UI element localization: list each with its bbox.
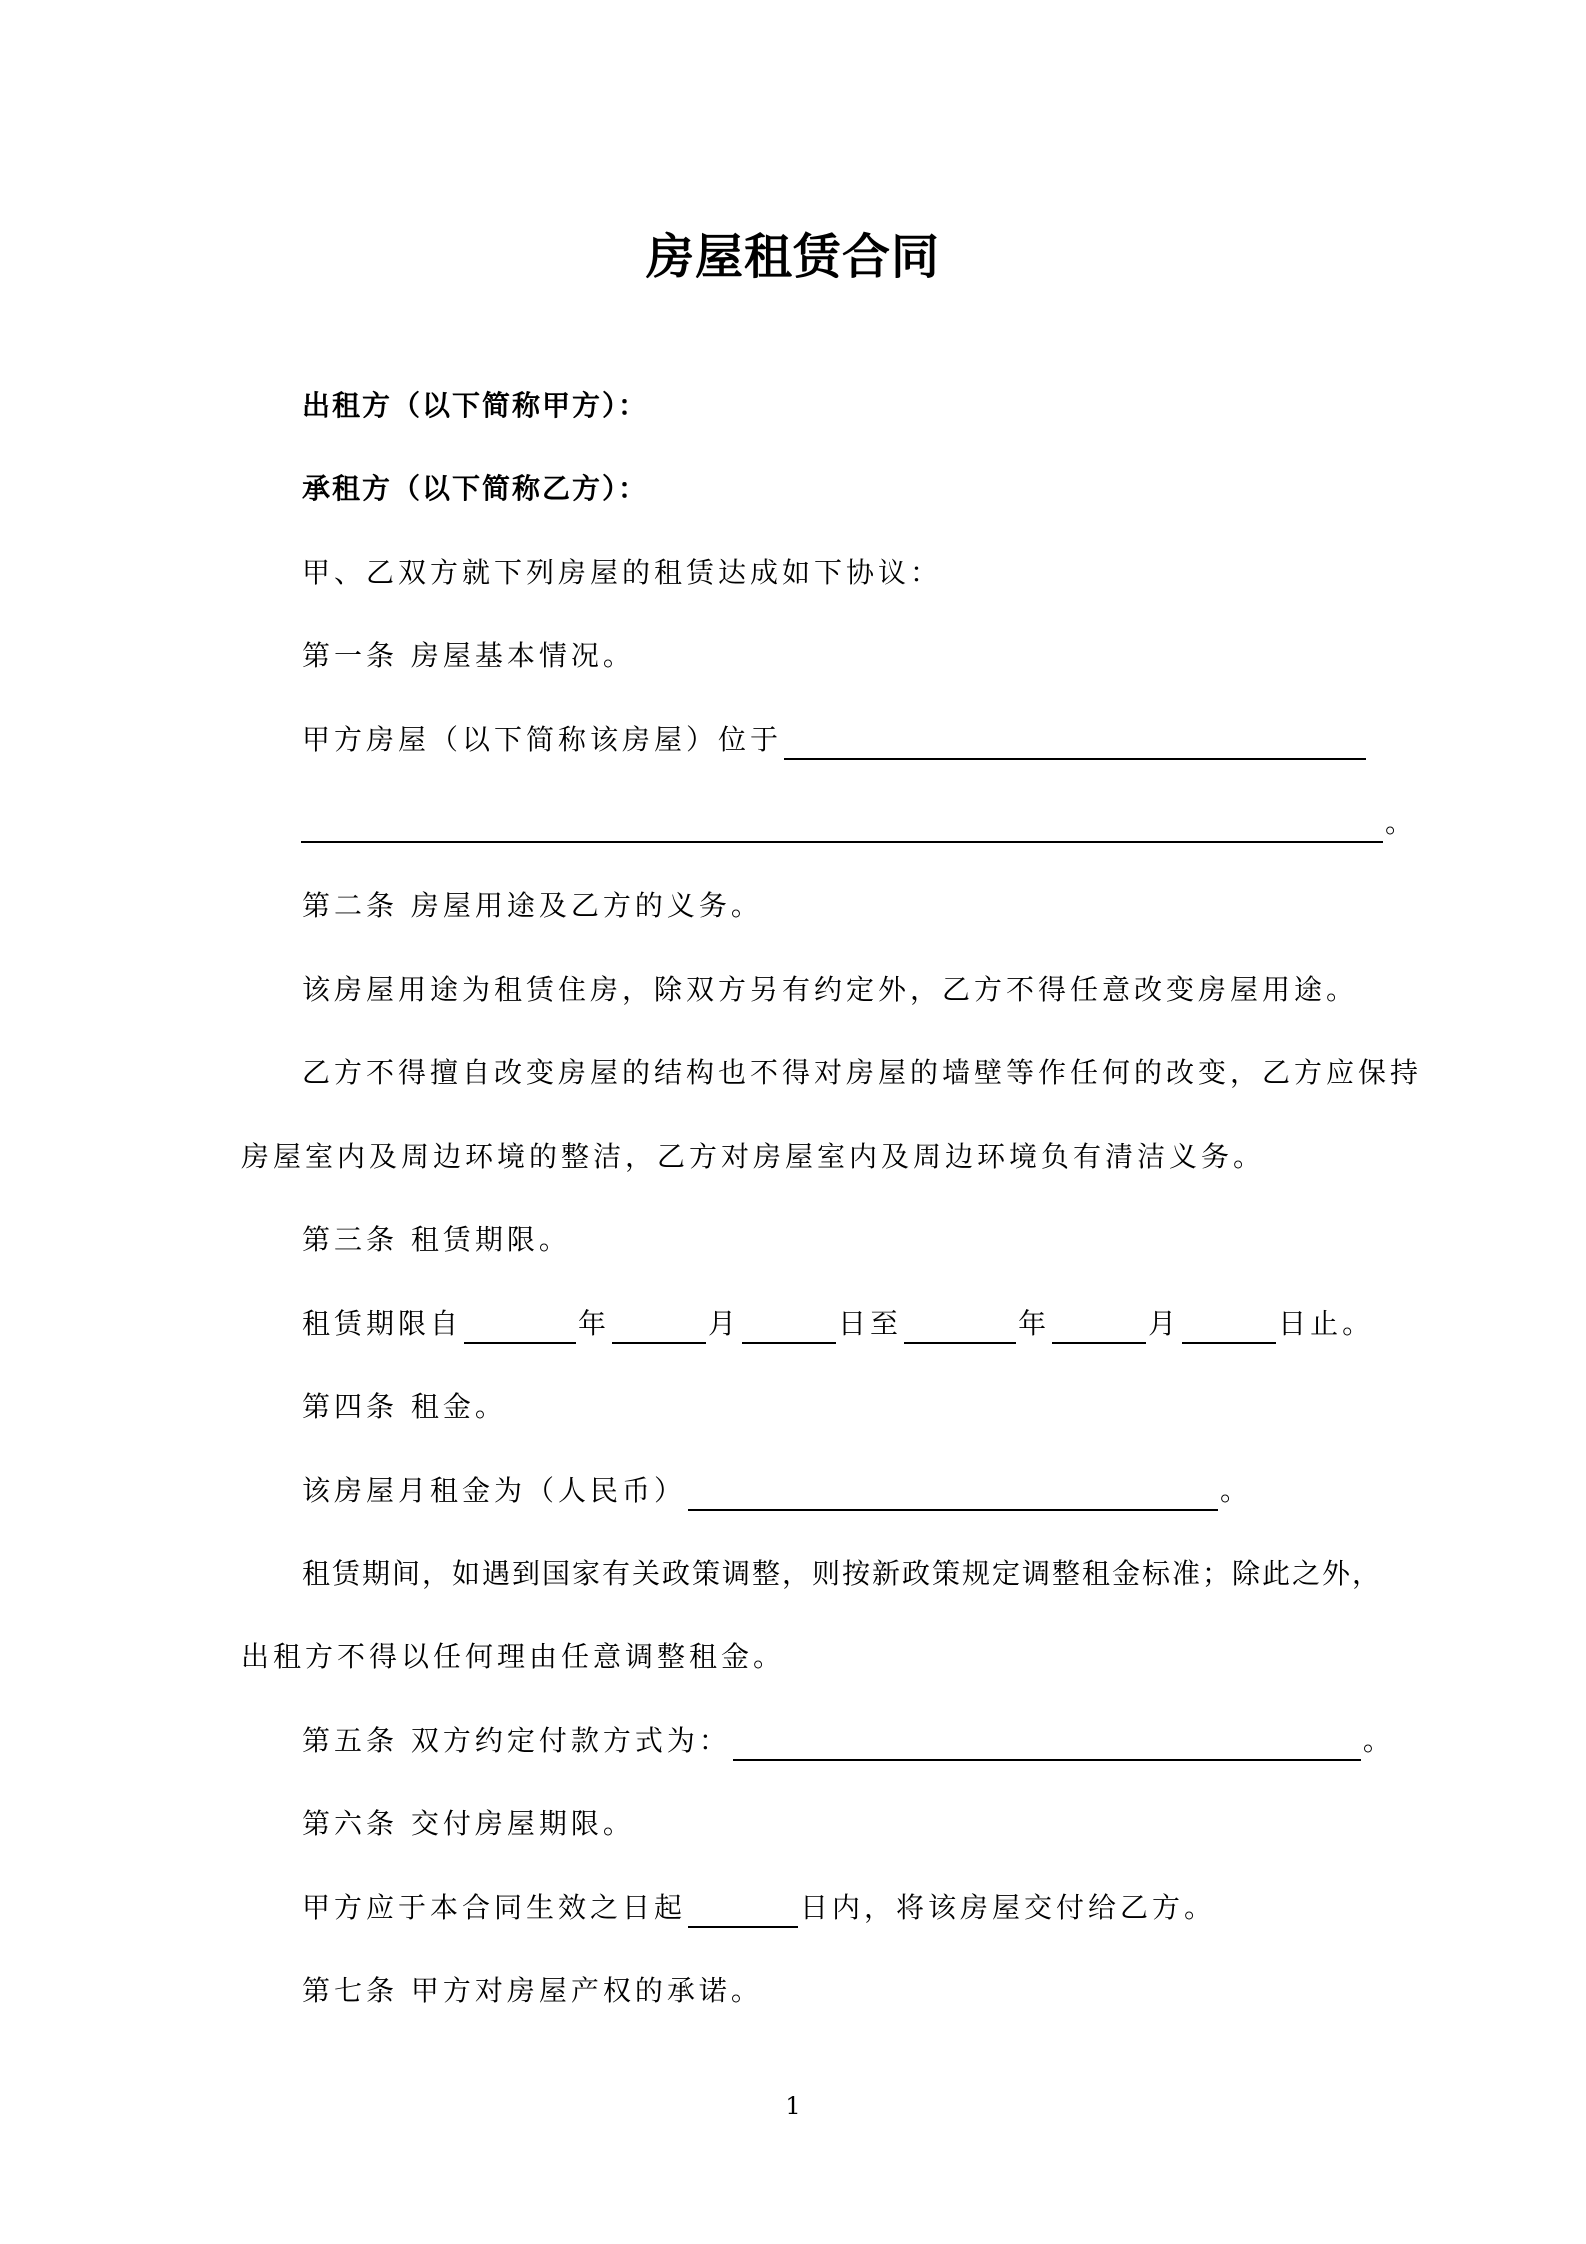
payment-method-blank[interactable]: [733, 1725, 1361, 1761]
article-7-heading: 第七条 甲方对房屋产权的承诺。: [302, 1974, 763, 2007]
location-end: 。: [1385, 806, 1418, 839]
payment-end: 。: [1362, 1724, 1395, 1757]
end-day-blank[interactable]: [1182, 1308, 1276, 1344]
delivery-label: 甲方应于本合同生效之日起: [302, 1891, 687, 1924]
lessor-line: 出租方（以下简称甲方）：: [302, 389, 649, 422]
start-month-blank[interactable]: [612, 1308, 706, 1344]
page-number: 1: [785, 2092, 801, 2120]
location-blank[interactable]: [784, 724, 1366, 760]
article-4-paragraph-2b: 出租方不得以任何理由任意调整租金。: [241, 1640, 786, 1673]
location-blank-2[interactable]: [301, 807, 1383, 843]
delivery-suffix: 日内，将该房屋交付给乙方。: [800, 1891, 1217, 1924]
article-2-paragraph-2a: 乙方不得擅自改变房屋的结构也不得对房屋的墙壁等作任何的改变，乙方应保持: [302, 1056, 1423, 1089]
start-year-blank[interactable]: [464, 1308, 576, 1344]
end-month-blank[interactable]: [1052, 1308, 1146, 1344]
end-year-blank[interactable]: [904, 1308, 1016, 1344]
article-6-heading: 第六条 交付房屋期限。: [302, 1807, 635, 1840]
rent-label: 该房屋月租金为（人民币）: [302, 1474, 687, 1507]
month-label-2: 月: [1148, 1307, 1181, 1340]
month-label: 月: [708, 1307, 741, 1340]
lessee-line: 承租方（以下简称乙方）：: [302, 472, 649, 505]
article-4-heading: 第四条 租金。: [302, 1390, 507, 1423]
delivery-line: [302, 1888, 1216, 1928]
intro-paragraph: 甲、乙双方就下列房屋的租赁达成如下协议：: [302, 556, 943, 589]
article-5-line: [302, 1721, 1395, 1761]
year-label-2: 年: [1018, 1307, 1051, 1340]
location-line: [302, 720, 1368, 760]
rent-line: [302, 1471, 1252, 1511]
location-label: 甲方房屋（以下简称该房屋）位于: [302, 723, 783, 756]
article-2-paragraph-1: 该房屋用途为租赁住房，除双方另有约定外，乙方不得任意改变房屋用途。: [302, 973, 1359, 1006]
article-2-paragraph-2b: 房屋室内及周边环境的整洁，乙方对房屋室内及周边环境负有清洁义务。: [241, 1140, 1266, 1173]
location-line-2: [241, 803, 1417, 843]
document-title: 房屋租赁合同: [645, 229, 940, 285]
start-day-blank[interactable]: [742, 1308, 836, 1344]
article-4-paragraph-2a: 租赁期间，如遇到国家有关政策调整，则按新政策规定调整租金标准；除此之外，: [302, 1557, 1383, 1590]
day-end-label: 日止。: [1278, 1307, 1375, 1340]
lease-term-label: 租赁期限自: [302, 1307, 463, 1340]
article-1-heading: 第一条 房屋基本情况。: [302, 639, 635, 672]
article-3-heading: 第三条 租赁期限。: [302, 1223, 571, 1256]
payment-label: 第五条 双方约定付款方式为：: [302, 1724, 731, 1757]
delivery-days-blank[interactable]: [688, 1892, 798, 1928]
rent-end: 。: [1220, 1474, 1253, 1507]
rent-blank[interactable]: [688, 1475, 1218, 1511]
lease-term-line: [302, 1304, 1374, 1344]
day-to-label: 日至: [838, 1307, 903, 1340]
article-2-heading: 第二条 房屋用途及乙方的义务。: [302, 889, 763, 922]
year-label: 年: [578, 1307, 611, 1340]
